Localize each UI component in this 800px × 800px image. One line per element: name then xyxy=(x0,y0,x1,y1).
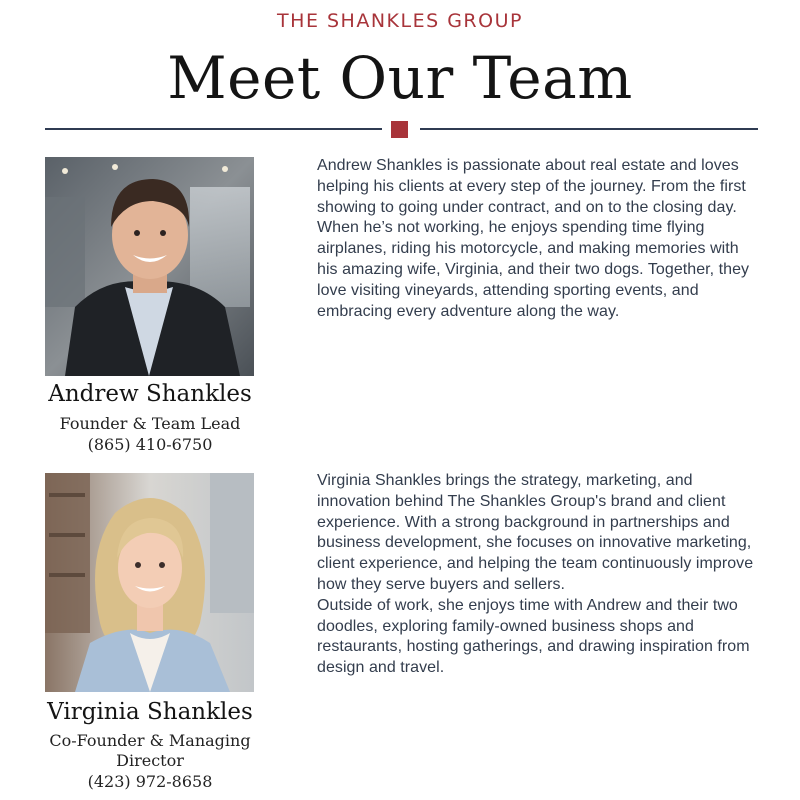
page-title: Meet Our Team xyxy=(167,44,633,112)
member-name: Andrew Shankles xyxy=(48,381,252,407)
member-role: Co-Founder & Managing Director xyxy=(49,731,251,770)
member-bio xyxy=(317,156,757,322)
member-bio xyxy=(317,471,757,679)
divider-right xyxy=(420,128,758,130)
andrew-portrait-photo xyxy=(45,157,254,376)
virginia-portrait-photo xyxy=(45,473,254,692)
member-phone: (865) 410-6750 xyxy=(87,435,213,454)
bio-paragraph: Outside of work, she enjoys time with Andrew and their two doodles, exploring family-owned business shops and restaurants, hosting gatherings, and drawing inspiration from design and travel. xyxy=(317,596,750,677)
bio-paragraph: Virginia Shankles brings the strategy, marketing, and innovation behind The Shankles Group's brand and client experience. With a strong background in partnerships and business development, she focuses on innovative marketing, client experience, and helping the team continuously improve how they serve buyers and sellers. xyxy=(317,472,754,593)
member-name: Virginia Shankles xyxy=(47,699,253,725)
divider-left xyxy=(45,128,382,130)
member-phone: (423) 972-8658 xyxy=(87,772,213,791)
portrait-woman-icon xyxy=(45,473,254,692)
portrait-man-icon xyxy=(45,157,254,376)
bio-paragraph: Andrew Shankles is passionate about real estate and loves helping his clients at every step of the journey. From the first showing to going under contract, and on to the closing day. When he’s not working, he enjoys spending time flying airplanes, riding his motorcycle, and making memories with his amazing wife, Virginia, and their two dogs. Together, they love visiting vineyards, attending sporting events, and embracing every adventure along the way. xyxy=(317,157,750,320)
member-role: Founder & Team Lead xyxy=(59,414,241,433)
brand-heading: THE SHANKLES GROUP xyxy=(277,10,523,32)
divider-square-icon xyxy=(391,121,408,138)
